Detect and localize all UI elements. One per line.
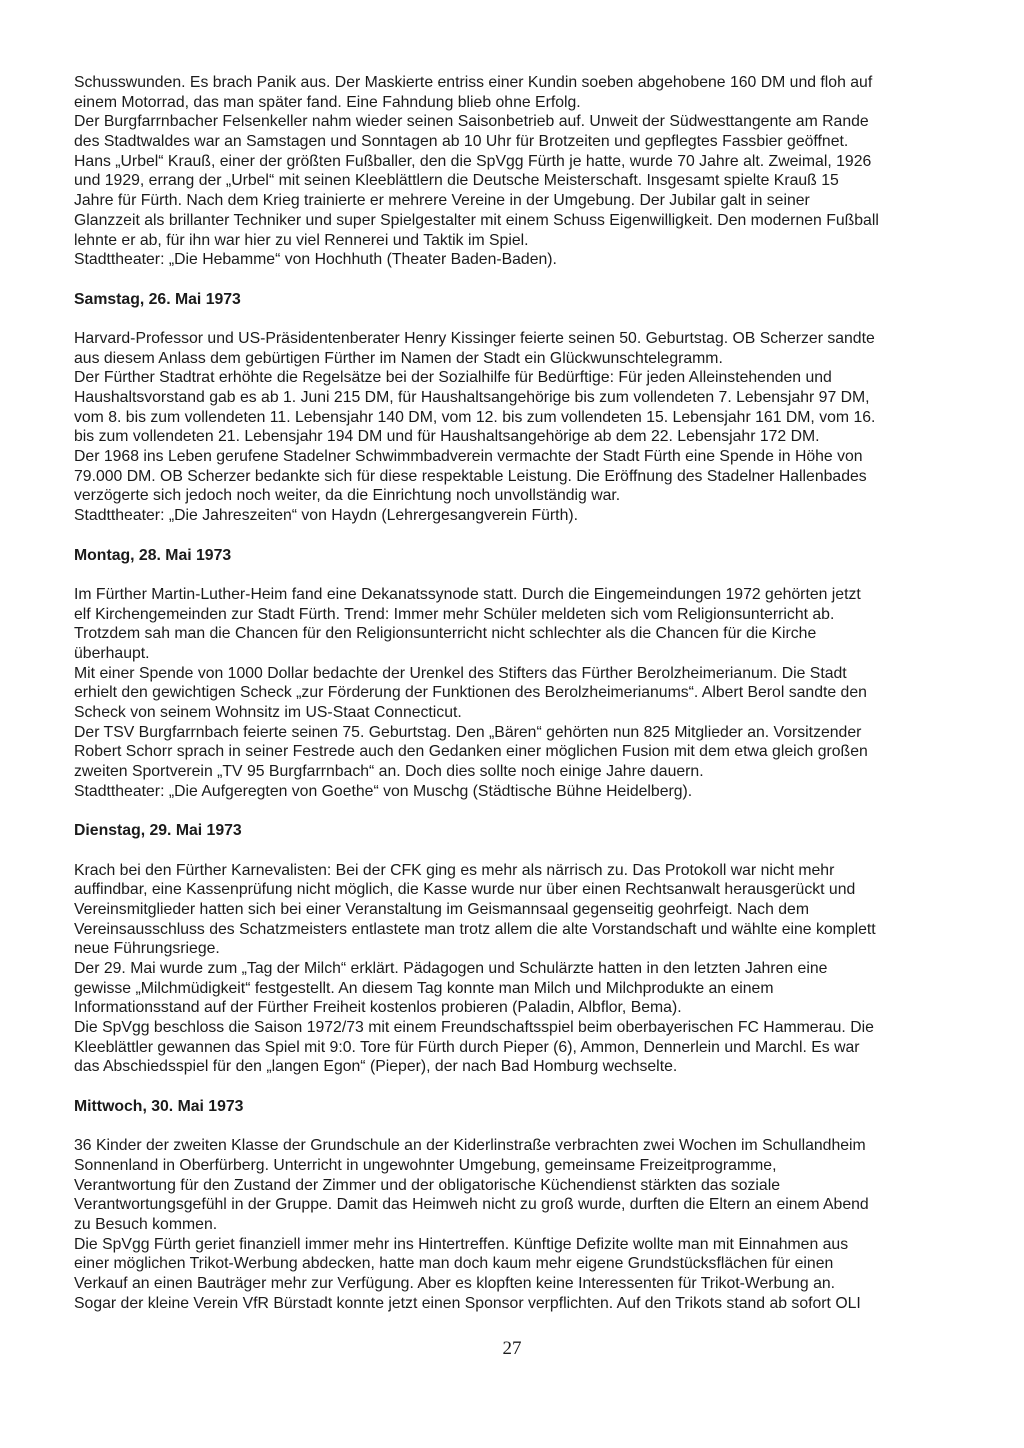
text-line: Harvard-Professor und US-Präsidentenberater Henry Kissinger feierte seinen 50. Geburtstag. OB Scherzer sandte [74,329,875,347]
text-block [74,73,954,270]
text-line: aus diesem Anlass dem gebürtigen Fürther im Namen der Stadt ein Glückwunschtelegramm. [74,349,723,367]
text-line: einem Motorrad, das man später fand. Eine Fahndung blieb ohne Erfolg. [74,93,581,111]
text-line: Robert Schorr sprach in seiner Festrede auch den Gedanken einer möglichen Fusion mit dem etwa gleich großen [74,743,868,761]
text-line: zweiten Sportverein „TV 95 Burgfarrnbach“ an. Doch dies sollte noch einige Jahre dauern. [74,763,704,781]
text-line: Trotzdem sah man die Chancen für den Religionsunterricht nicht schlechter als die Chancen für die Kirche [74,625,817,643]
text-block [74,861,954,1078]
text-line: des Stadtwaldes war an Samstagen und Sonntagen ab 10 Uhr für Brotzeiten und gepflegtes Fassbier geöffnet. [74,133,849,151]
text-line: Krach bei den Fürther Karnevalisten: Bei der CFK ging es mehr als närrisch zu. Das Protokoll war nicht mehr [74,861,835,879]
text-line: das Abschiedsspiel für den „langen Egon“ (Pieper), der nach Bad Homburg wechselte. [74,1058,678,1076]
text-line: gewisse „Milchmüdigkeit“ festgestellt. An diesem Tag konnte man Milch und Milchprodukte an einem [74,979,774,997]
text-line: Vereinsmitglieder hatten sich bei einer Veranstaltung im Geismannsaal gegenseitig geohrfeigt. Nach dem [74,900,809,918]
text-line: Jahre für Fürth. Nach dem Krieg trainierte er mehrere Vereine in der Umgebung. Der Jubilar galt in seiner [74,192,810,210]
document-content [74,73,954,1313]
text-block [74,585,954,802]
text-line: Verantwortung für den Zustand der Zimmer und der obligatorische Küchendienst stärkten das soziale [74,1176,780,1194]
text-line: Stadttheater: „Die Jahreszeiten“ von Haydn (Lehrergesangverein Fürth). [74,507,579,525]
text-line: einer möglichen Trikot-Werbung abdecken, hatte man doch kaum mehr eigene Grundstücksflächen für einen [74,1255,834,1273]
text-line: vom 8. bis zum vollendeten 11. Lebensjahr 140 DM, vom 12. bis zum vollendeten 15. Lebensjahr 161 DM, vom 16. [74,408,876,426]
text-line: Schusswunden. Es brach Panik aus. Der Maskierte entriss einer Kundin soeben abgehobene 160 DM und floh auf [74,74,873,91]
text-line: erhielt den gewichtigen Scheck „zur Förderung der Funktionen des Berolzheimerianums“. Albert Berol sandte den [74,684,867,702]
date-heading: Dienstag, 29. Mai 1973 [74,822,242,840]
text-line: Glanzzeit als brillanter Techniker und super Spielgestalter mit einem Schuss Eigenwilligkeit. Den modernen Fußball [74,211,879,229]
text-line: zu Besuch kommen. [74,1215,218,1233]
text-line: Stadttheater: „Die Aufgeregten von Goethe“ von Muschg (Städtische Bühne Heidelberg). [74,782,693,800]
text-line: elf Kirchengemeinden zur Stadt Fürth. Trend: Immer mehr Schüler meldeten sich vom Religionsunterricht ab. [74,605,835,623]
text-line: Die SpVgg Fürth geriet finanziell immer mehr ins Hintertreffen. Künftige Defizite wollte man mit Einnahmen aus [74,1235,849,1253]
text-line: Die SpVgg beschloss die Saison 1972/73 mit einem Freundschaftsspiel beim oberbayerischen FC Hammerau. Die [74,1019,874,1036]
text-block [74,329,954,526]
text-line: Verkauf an einen Bauträger mehr zur Verfügung. Aber es klopften keine Interessenten für Trikot-Werbung an. [74,1274,836,1292]
text-line: Haushaltsvorstand gab es ab 1. Juni 215 DM, für Haushaltsangehörige bis zum vollendeten 7. Lebensjahr 97 DM, [74,389,870,406]
text-line: Informationsstand auf der Fürther Freiheit kostenlos probieren (Paladin, Albflor, Bema). [74,999,682,1017]
text-line: Kleeblättler gewannen das Spiel mit 9:0. Tore für Fürth durch Pieper (6), Ammon, Dennerlein und Marchl. Es war [74,1038,860,1056]
text-line: überhaupt. [74,644,150,662]
text-line: Der 29. Mai wurde zum „Tag der Milch“ erklärt. Pädagogen und Schulärzte hatten in den letzten Jahren eine [74,959,828,977]
date-heading: Montag, 28. Mai 1973 [74,546,232,564]
text-line: Scheck von seinem Wohnsitz im US-Staat Connecticut. [74,704,462,721]
text-line: Der TSV Burgfarrnbach feierte seinen 75. Geburtstag. Den „Bären“ gehörten nun 825 Mitglieder an. Vorsitzender [74,723,862,741]
text-line: lehnte er ab, für ihn war hier zu viel Rennerei und Taktik im Spiel. [74,231,529,249]
date-heading: Samstag, 26. Mai 1973 [74,290,241,308]
text-line: Im Fürther Martin-Luther-Heim fand eine Dekanatssynode statt. Durch die Eingemeindungen 1972 gehörten jetzt [74,585,861,603]
text-line: Der Burgfarrnbacher Felsenkeller nahm wieder seinen Saisonbetrieb auf. Unweit der Südwesttangente am Rande [74,113,869,131]
text-line: auffindbar, eine Kassenprüfung nicht möglich, die Kasse wurde nur über einen Rechtsanwalt herausgerückt und [74,881,856,899]
text-line: 79.000 DM. OB Scherzer bedankte sich für diese respektable Leistung. Die Eröffnung des Stadelner Hallenbades [74,467,867,485]
text-line: und 1929, errang der „Urbel“ mit seinen Kleeblättlern die Deutsche Meisterschaft. Insgesamt spielte Krauß 15 [74,172,839,190]
text-line: Der Fürther Stadtrat erhöhte die Regelsätze bei der Sozialhilfe für Bedürftige: Für jeden Alleinstehenden und [74,369,832,387]
text-line: Vereinsausschluss des Schatzmeisters entlastete man trotz allem die alte Vorstandschaft und wählte eine komplett [74,920,876,938]
page-number: 27 [502,1338,522,1359]
text-line: bis zum vollendeten 21. Lebensjahr 194 DM und für Haushaltsangehörige ab dem 22. Lebensjahr 172 DM. [74,428,820,446]
text-block [74,1136,954,1313]
text-line: Sonnenland in Oberfürberg. Unterricht in ungewohnter Umgebung, gemeinsame Freizeitprogramme, [74,1156,777,1174]
text-line: Mit einer Spende von 1000 Dollar bedachte der Urenkel des Stifters das Fürther Berolzheimerianum. Die Stadt [74,664,847,682]
text-line: verzögerte sich jedoch noch weiter, da die Einrichtung noch unvollständig war. [74,487,621,505]
text-line: Sogar der kleine Verein VfR Bürstadt konnte jetzt einen Sponsor verpflichten. Auf den Trikots stand ab sofort OLI [74,1294,861,1312]
text-line: Stadttheater: „Die Hebamme“ von Hochhuth (Theater Baden-Baden). [74,251,557,269]
text-line: Der 1968 ins Leben gerufene Stadelner Schwimmbadverein vermachte der Stadt Fürth eine Spende in Höhe von [74,448,863,466]
text-line: Verantwortungsgefühl in der Gruppe. Damit das Heimweh nicht zu groß wurde, durften die Eltern an einem Abend [74,1196,869,1214]
text-line: Hans „Urbel“ Krauß, einer der größten Fußballer, den die SpVgg Fürth je hatte, wurde 70 Jahre alt. Zweimal, 1926 [74,152,872,170]
date-heading: Mittwoch, 30. Mai 1973 [74,1097,244,1115]
text-line: 36 Kinder der zweiten Klasse der Grundschule an der Kiderlinstraße verbrachten zwei Wochen im Schullandheim [74,1137,866,1155]
text-line: neue Führungsriege. [74,940,220,958]
